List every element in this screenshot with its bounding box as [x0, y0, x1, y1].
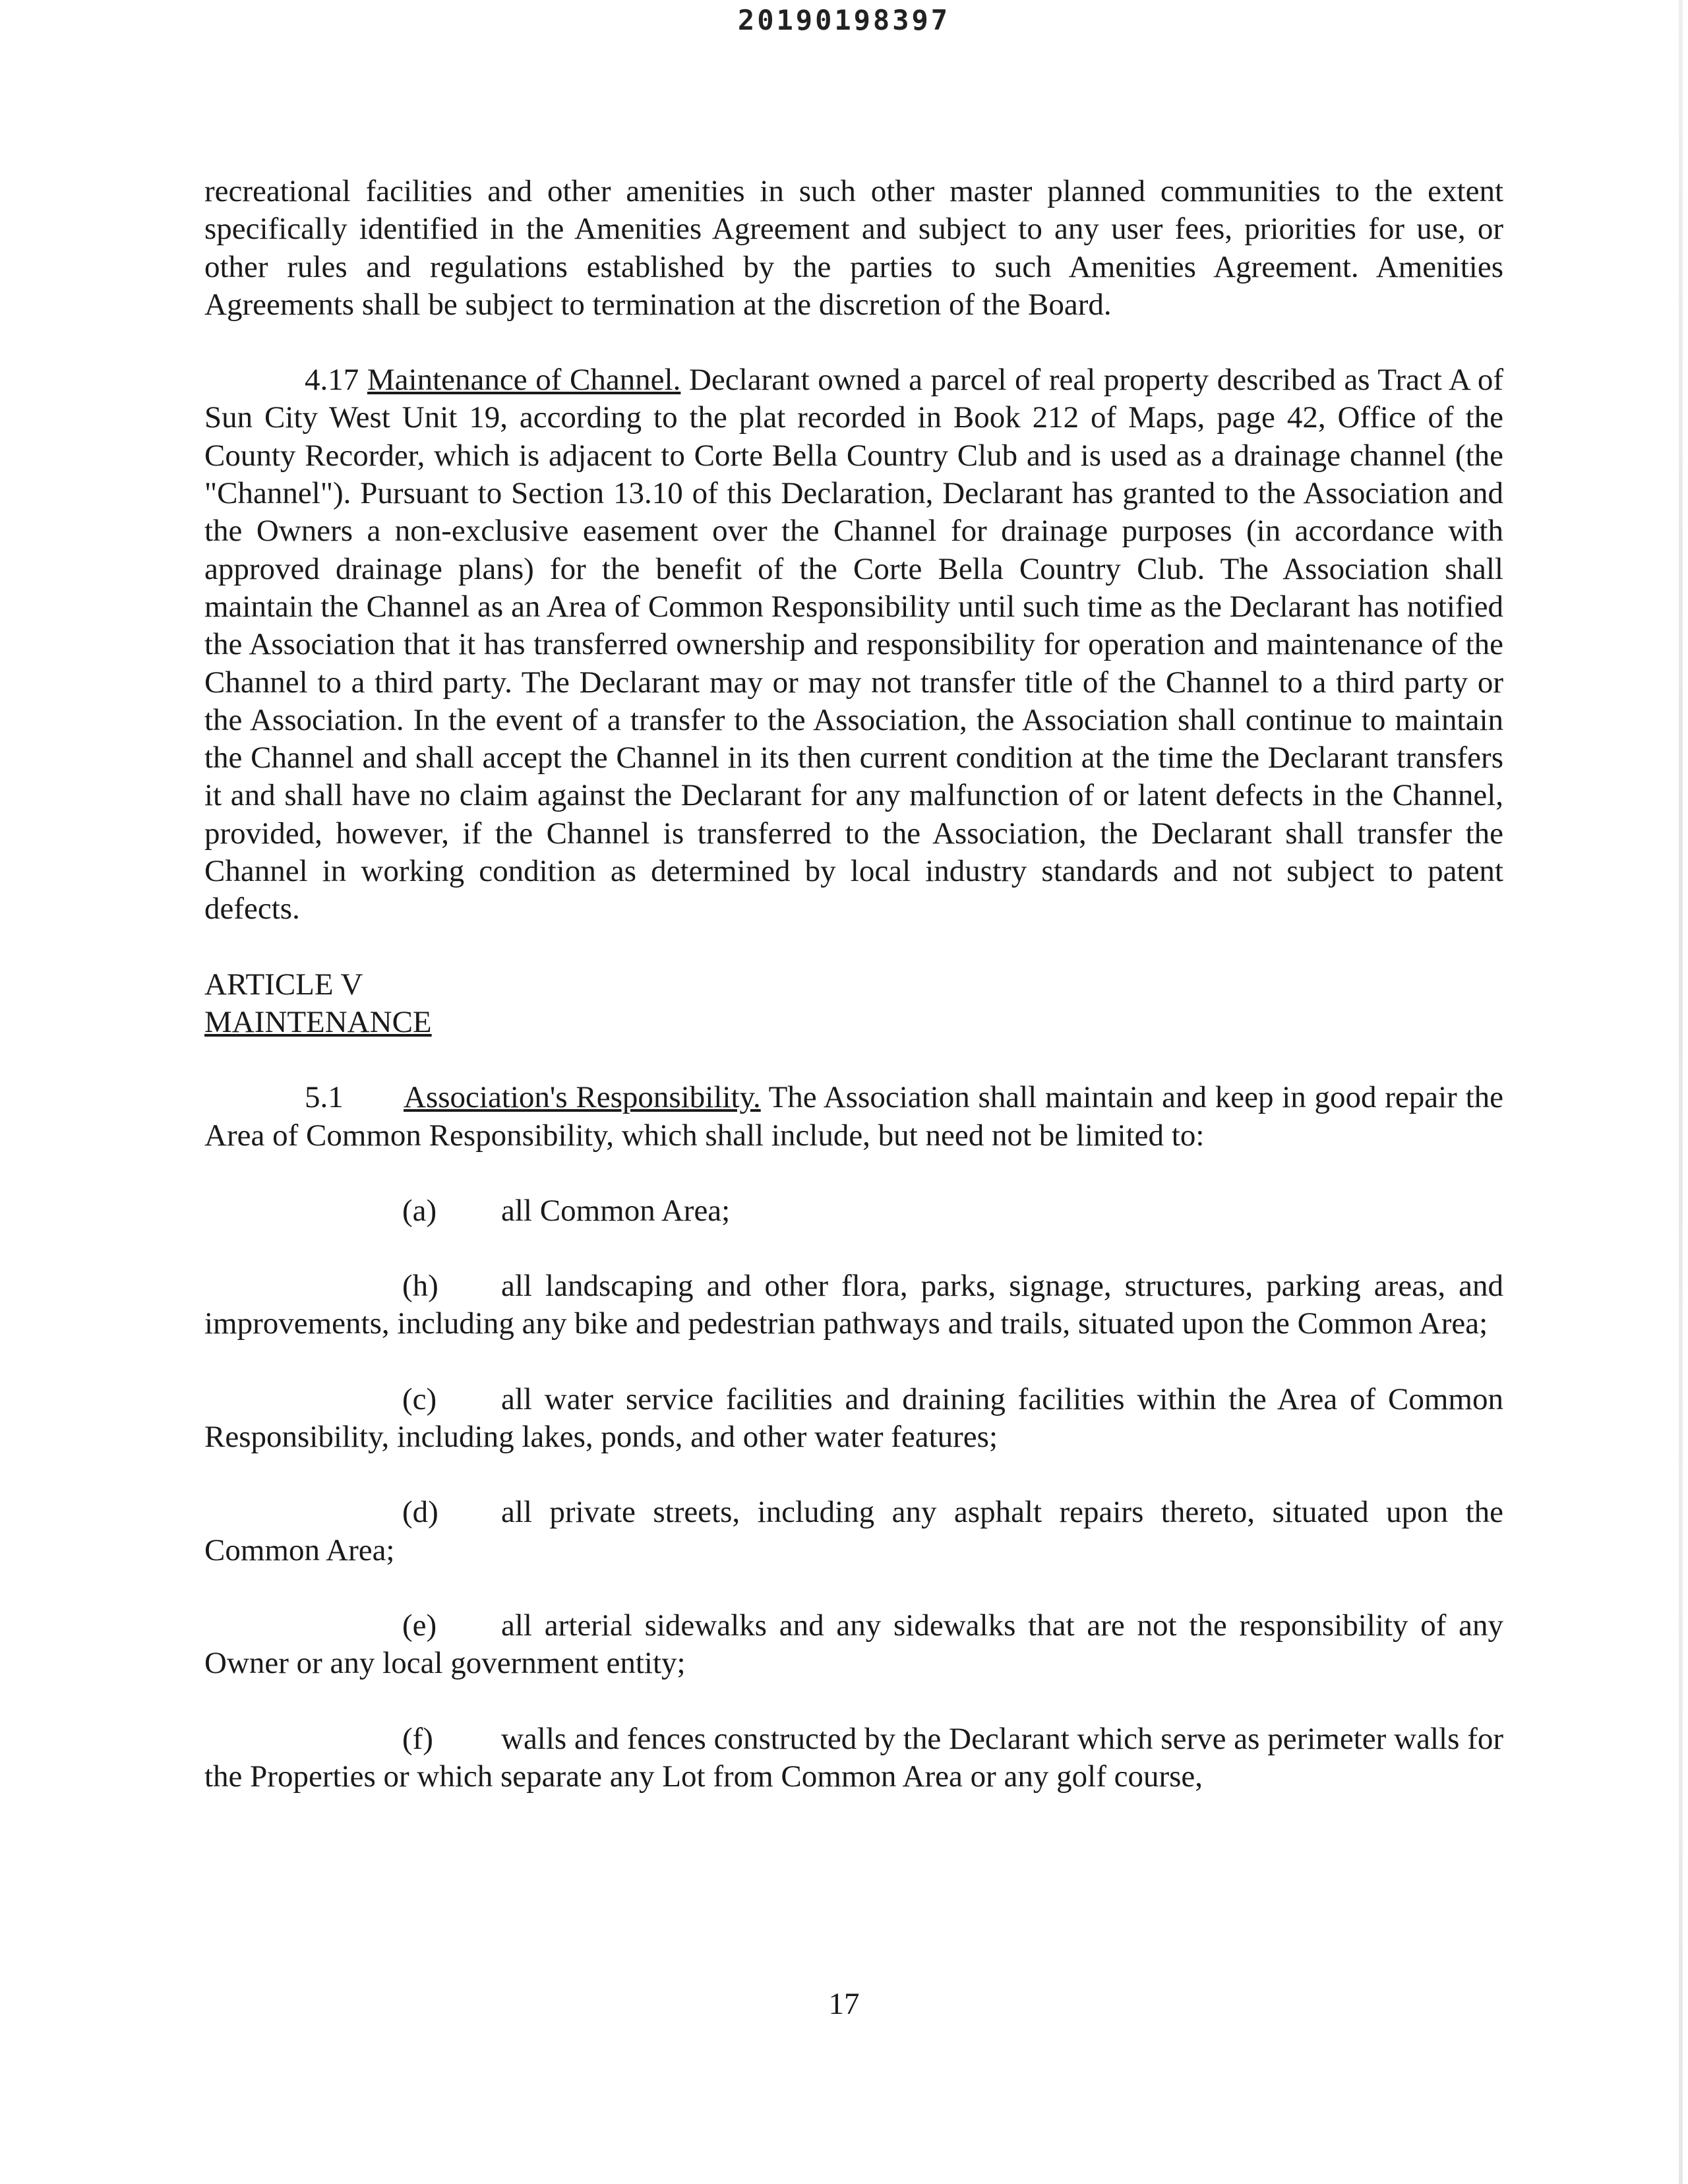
item-c-label: (c) — [402, 1381, 437, 1416]
section-5-1-title: Association's Responsibility. — [404, 1080, 761, 1115]
list-item — [204, 1720, 1503, 1796]
item-a-text: all Common Area; — [501, 1193, 731, 1228]
item-f-label: (f) — [402, 1721, 433, 1756]
section-4-17-text: Declarant owned a parcel of real property described as Tract A of Sun City West Unit 19, according to the plat recorded in Book 212 of Maps, page 42, Office of the County Recorder, which is adjacent to Corte Bella Country Club and is used as a drainage channel (the "Channel"). Pursuant to Section 13.10 of this Declaration, Declarant has granted to the Association and the Owners a non-exclusive easement over the Channel for drainage purposes (in accordance with approved drainage plans) for the benefit of the Corte Bella Country Club. The Association shall maintain the Channel as an Area of Common Responsibility until such time as the Declarant has notified the Association that it has transferred ownership and responsibility for operation and maintenance of the Channel to a third party. The Declarant may or may not transfer title of the Channel to a third party or the Association. In the event of a transfer to the Association, the Association shall continue to maintain the Channel and shall accept the Channel in its then current condition at the time the Declarant transfers it and shall have no claim against the Declarant for any malfunction of or latent defects in the Channel, provided, however, if the Channel is transferred to the Association, the Declarant shall transfer the Channel in working condition as determined by local industry standards and not subject to patent defects. — [204, 363, 1503, 926]
item-e-label: (e) — [402, 1608, 437, 1643]
item-f-text: walls and fences constructed by the Declarant which serve as perimeter walls for the Properties or which separate any Lot from Common Area or any golf course, — [204, 1721, 1503, 1794]
section-5-1-number: 5.1 — [305, 1080, 344, 1115]
article-heading: ARTICLE V — [204, 967, 363, 1002]
item-h-text: all landscaping and other flora, parks, signage, structures, parking areas, and improvements, including any bike and pedestrian pathways and trails, situated upon the Common Area; — [204, 1269, 1503, 1341]
item-a-label: (a) — [402, 1193, 437, 1228]
list-item — [204, 1381, 1503, 1457]
list-item — [204, 1192, 1503, 1230]
page-number: 17 — [828, 1987, 860, 2021]
item-e-text: all arterial sidewalks and any sidewalks that are not the responsibility of any Owner or any local government entity; — [204, 1608, 1503, 1681]
document-number: 20190198397 — [737, 4, 951, 36]
section-5-1-text: The Association shall maintain and keep in good repair the Area of Common Responsibility, which shall include, but need not be limited to: — [204, 1080, 1503, 1153]
section-4-17-number: 4.17 — [305, 363, 359, 398]
section-4-17 — [204, 361, 1503, 928]
item-d-label: (d) — [402, 1495, 438, 1530]
item-c-text: all water service facilities and draining facilities within the Area of Common Responsibility, including lakes, ponds, and other water features; — [204, 1381, 1503, 1455]
article-subheading: MAINTENANCE — [204, 1004, 432, 1039]
scan-edge — [1679, 0, 1683, 2184]
item-h-label: (h) — [402, 1269, 438, 1304]
list-item — [204, 1607, 1503, 1683]
list-item — [204, 1494, 1503, 1569]
item-d-text: all private streets, including any asphalt repairs thereto, situated upon the Common Area; — [204, 1495, 1503, 1567]
list-item — [204, 1267, 1503, 1343]
section-4-17-title: Maintenance of Channel. — [367, 363, 681, 398]
paragraph-continuation: recreational facilities and other amenities in such other master planned communities to the extent specifically identified in the Amenities Agreement and subject to any user fees, priorities for use, or other rules and regulations established by the parties to such Amenities Agreement. Amenities Agreements shall be subject to termination at the discretion of the Board. — [204, 174, 1503, 322]
document-body — [204, 173, 1503, 1796]
section-5-1 — [204, 1079, 1503, 1155]
